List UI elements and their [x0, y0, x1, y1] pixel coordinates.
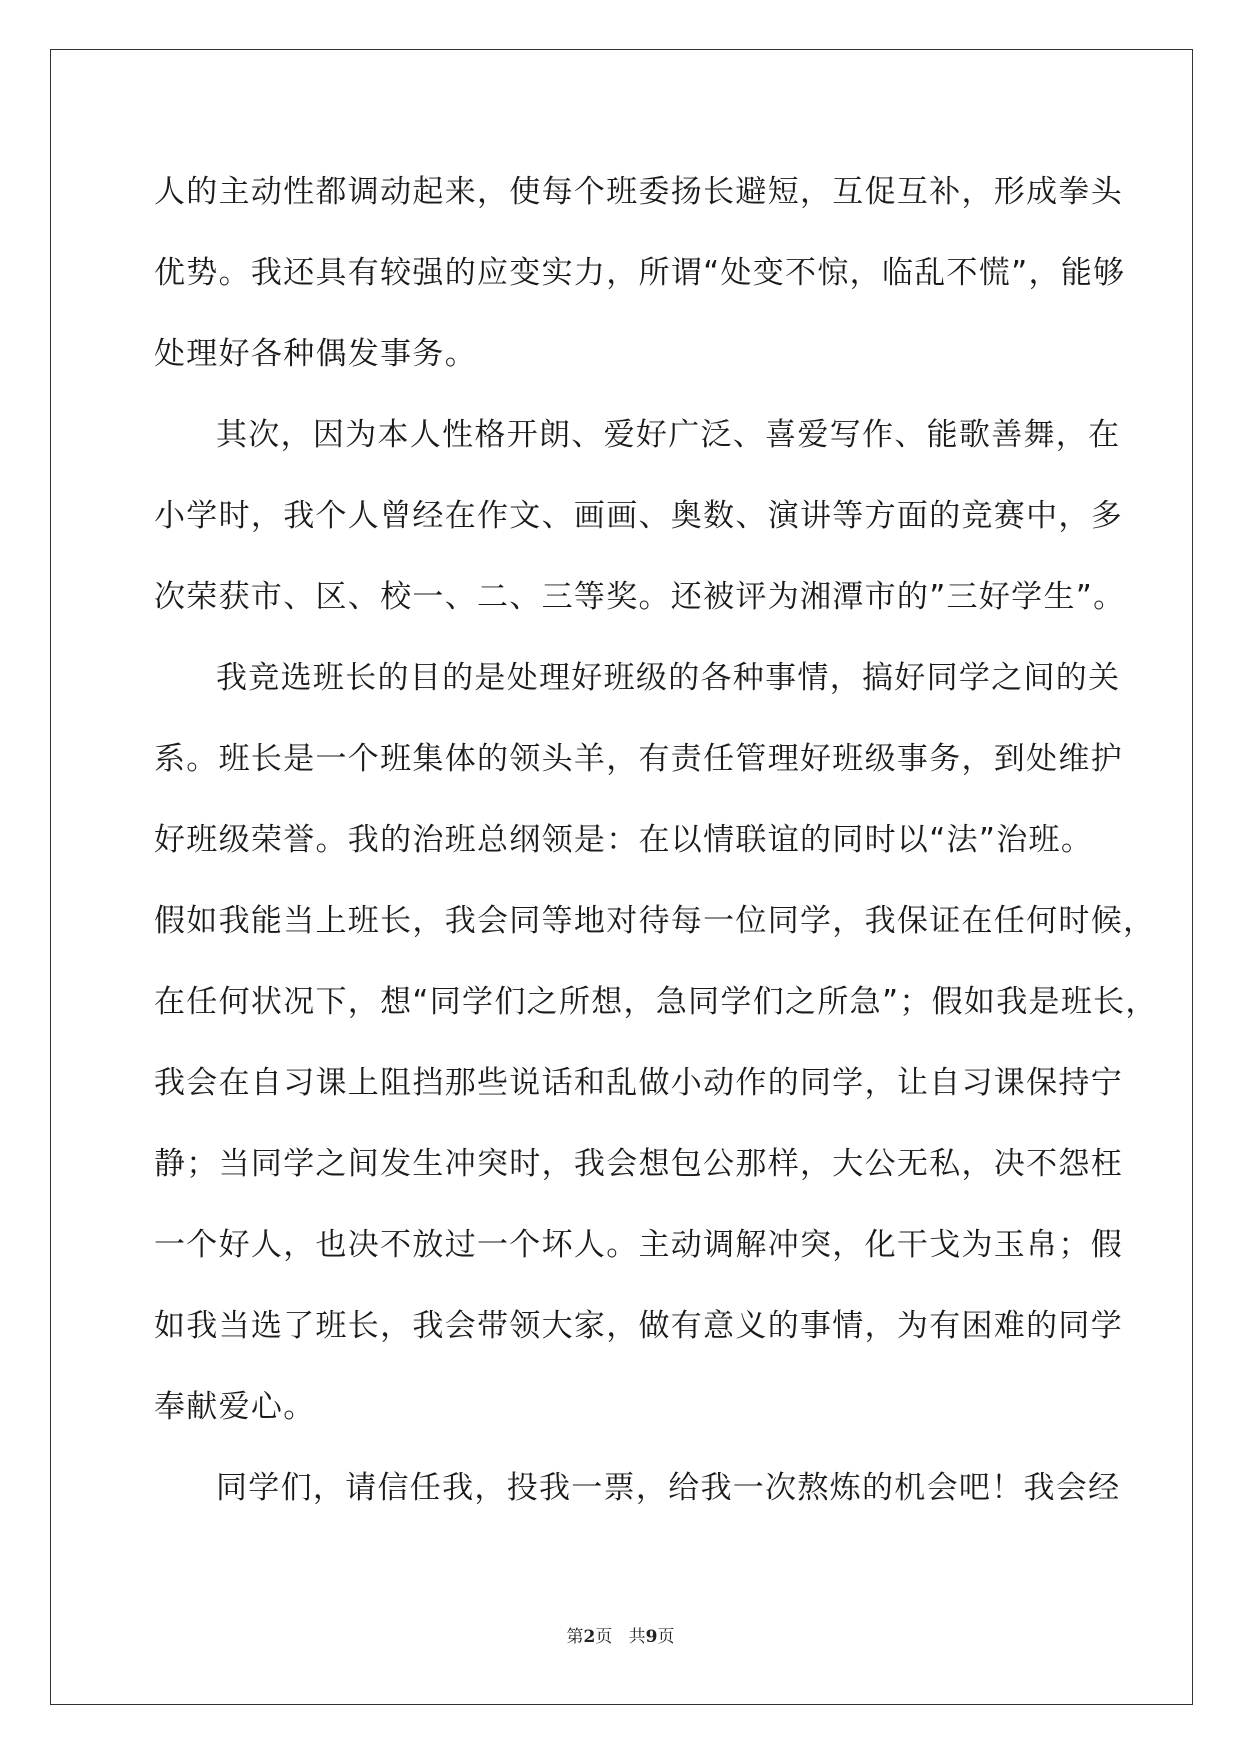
text-line: 次荣获市、区、校一、二、三等奖。还被评为湘潭市的”三好学生”。: [154, 579, 1126, 615]
text-line: 同学们，请信任我，投我一票，给我一次熬炼的机会吧！我会经: [216, 1470, 1121, 1506]
text-line: 其次，因为本人性格开朗、爱好广泛、喜爱写作、能歌善舞，在: [216, 417, 1121, 453]
current-page-number: 2: [583, 1627, 596, 1647]
text-line: 我竞选班长的目的是处理好班级的各种事情，搞好同学之间的关: [216, 660, 1121, 696]
text-line: 系。班长是一个班集体的领头羊，有责任管理好班级事务，到处维护: [154, 741, 1123, 777]
total-page-number: 9: [645, 1627, 658, 1647]
text-line: 处理好各种偶发事务。: [154, 336, 477, 372]
text-line: 我会在自习课上阻挡那些说话和乱做小动作的同学，让自习课保持宁: [154, 1065, 1123, 1101]
footer-prefix: 第: [566, 1627, 584, 1647]
text-line: 在任何状况下，想“同学们之所想，急同学们之所急”；假如我是班长，: [154, 984, 1158, 1020]
text-line: 静；当同学之间发生冲突时，我会想包公那样，大公无私，决不怨枉: [154, 1146, 1123, 1182]
text-line: 小学时，我个人曾经在作文、画画、奥数、演讲等方面的竞赛中，多: [154, 498, 1123, 534]
text-line: 好班级荣誉。我的治班总纲领是：在以情联谊的同时以“法”治班。: [154, 822, 1094, 858]
text-line: 人的主动性都调动起来，使每个班委扬长避短，互促互补，形成拳头: [154, 174, 1123, 210]
page-footer: [0, 1622, 1241, 1647]
text-line: 一个好人，也决不放过一个坏人。主动调解冲突，化干戈为玉帛；假: [154, 1227, 1123, 1263]
document-body: [154, 162, 1158, 1539]
text-line: 奉献爱心。: [154, 1389, 316, 1425]
text-line: 如我当选了班长，我会带领大家，做有意义的事情，为有困难的同学: [154, 1308, 1123, 1344]
text-line: 优势。我还具有较强的应变实力，所谓“处变不惊，临乱不慌”，能够: [154, 255, 1126, 291]
footer-mid: 页 共: [595, 1627, 646, 1647]
footer-suffix: 页: [657, 1627, 675, 1647]
text-line: 假如我能当上班长，我会同等地对待每一位同学，我保证在任何时候，: [154, 903, 1156, 939]
